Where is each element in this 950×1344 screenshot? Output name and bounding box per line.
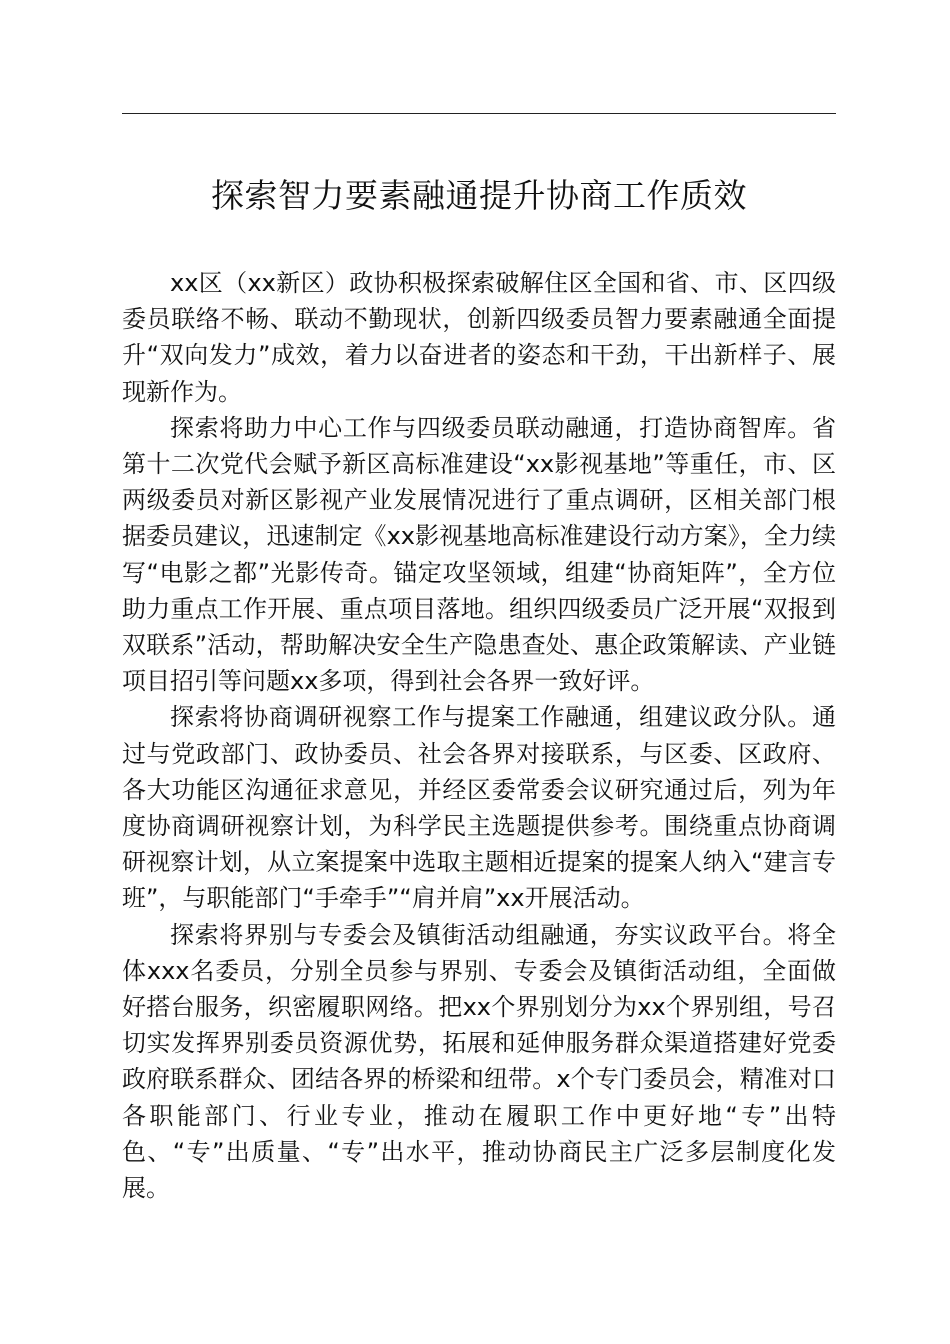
document-body [122,265,836,1206]
paragraph: 探索将助力中心工作与四级委员联动融通，打造协商智库。省第十二次党代会赋予新区高标准建设“xx影视基地”等重任，市、区两级委员对新区影视产业发展情况进行了重点调研，区相关部门根据委员建议，迅速制定《xx影视基地高标准建设行动方案》，全力续写“电影之都”光影传奇。锚定攻坚领域，组建“协商矩阵”，全方位助力重点工作开展、重点项目落地。组织四级委员广泛开展“双报到双联系”活动，帮助解决安全生产隐患查处、惠企政策解读、产业链项目招引等问题xx多项，得到社会各界一致好评。 [122,413,836,696]
document-title: 探索智力要素融通提升协商工作质效 [211,176,747,215]
paragraph: 探索将界别与专委会及镇街活动组融通，夯实议政平台。将全体xxx名委员，分别全员参与界别、专委会及镇街活动组，全面做好搭台服务，织密履职网络。把xx个界别划分为xx个界别组，号召切实发挥界别委员资源优势，拓展和延伸服务群众渠道搭建好党委政府联系群众、团结各界的桥梁和纽带。x个专门委员会，精准对口各职能部门、行业专业，推动在履职工作中更好地“专”出特色、“专”出质量、“专”出水平，推动协商民主广泛多层制度化发展。 [122,920,836,1203]
header-rule [122,113,836,114]
paragraph: 探索将协商调研视察工作与提案工作融通，组建议政分队。通过与党政部门、政协委员、社会各界对接联系，与区委、区政府、各大功能区沟通征求意见，并经区委常委会议研究通过后，列为年度协商调研视察计划，为科学民主选题提供参考。围绕重点协商调研视察计划，从立案提案中选取主题相近提案的提案人纳入“建言专班”，与职能部门“手牵手”“肩并肩”xx开展活动。 [122,703,836,913]
paragraph: xx区（xx新区）政协积极探索破解住区全国和省、市、区四级委员联络不畅、联动不勤现状，创新四级委员智力要素融通全面提升“双向发力”成效，着力以奋进者的姿态和干劲，干出新样子、展现新作为。 [122,269,836,406]
